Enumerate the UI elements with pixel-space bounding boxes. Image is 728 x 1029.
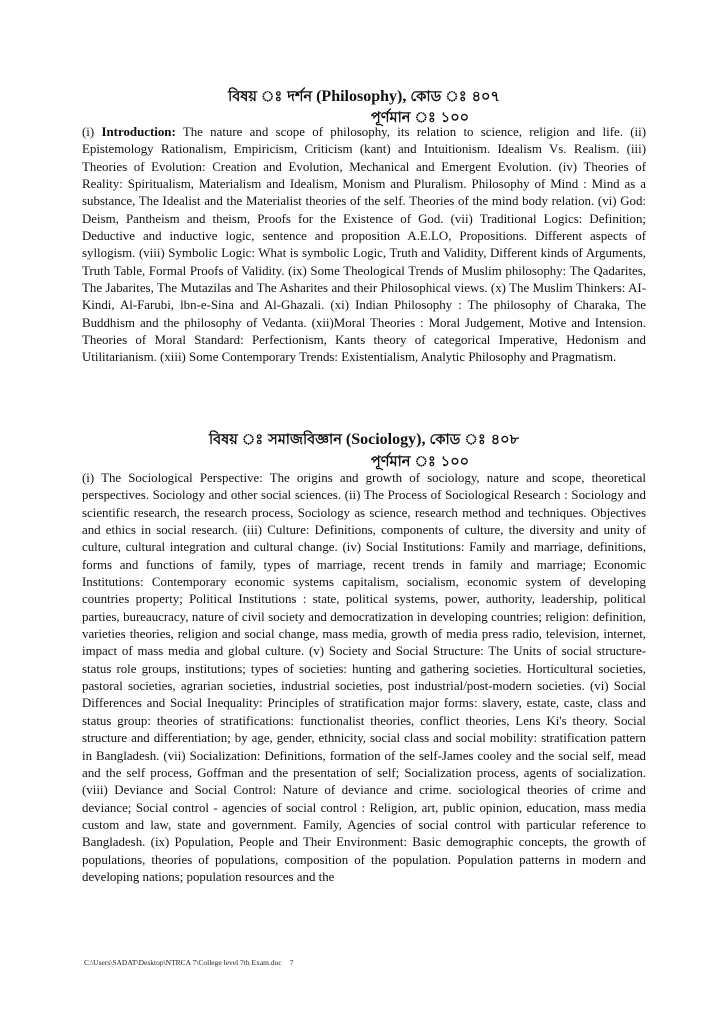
sociology-code: কোড ঃ ৪০৮ <box>429 432 519 448</box>
philosophy-title-en: (Philosophy), <box>316 88 407 105</box>
sociology-syllabus: (i) The Sociological Perspective: The origins and growth of sociology, nature and scope, theoretical perspectives. Sociology and other social sciences. (ii) The Process of Sociological Research : Sociology and scientific research, the research process, Sociology as science, research method and techniques. Objectives and ethics in social research. (iii) Culture: Definitions, components of culture, the diversity and unity of culture, cultural integration and cultural change. (iv) Social Institutions: Family and marriage, definitions, forms and functions of family, types of marriage, recent trends in family and marriage; Economic Institutions: Contemporary economic systems capitalism, socialism, economic system of developing countries property; Political Institutions : state, political systems, power, authority, leadership, political parties, bureaucracy, nature of civil society and democratization in developing countries; religion: definition, varieties theories, religion and social change, mass media, growth of media press radio, television, internet, impact of mass media and global culture. (v) Society and Social Structure: The Units of social structure-status role groups, institutions; types of societies: hunting and gathering societies. Horticultural societies, pastoral societies, agrarian societies, industrial societies, post industrial/post-modern societies. (vi) Social Differences and Social Inequality: Principles of stratification major forms: slavery, estate, caste, class and status group: theories of stratifications: functionalist theories, conflict theories, Lens Ki's theory. Social structure and differentiation; by age, gender, ethnicity, social class and social mobility: stratification pattern in Bangladesh. (vii) Socialization: Definitions, formation of the self-James cooley and the social self, mead and the self process, Goffman and the presentation of self; Socialization process, agents of socialization. (viii) Deviance and Social Control: Nature of deviance and crime. sociological theories of crime and deviance; Social control - agencies of social control : Religion, art, public opinion, education, mass media custom and law, state and government. Family, Agencies of social control with particular reference to Bangladesh. (ix) Population, People and Their Environment: Basic demographic concepts, the growth of populations, theories of populations, composition of the population. Population patterns in modern and developing nations; population resources and the <box>82 471 646 884</box>
philosophy-syllabus-start: (i) <box>82 125 95 139</box>
philosophy-title-bn: বিষয় ঃ দর্শন <box>228 89 313 105</box>
philosophy-title <box>0 86 728 108</box>
philosophy-syllabus-text: The nature and scope of philosophy, its relation to science, religion and life. (ii) Epistemology Rationalism, Empiricism, Criticism (kant) and Intuitionism. Idealism Vs. Realism. (iii) Theories of Evolution: Creation and Evolution, Mechanical and Emergent Evolution. (iv) Theories of Reality: Spiritualism, Materialism and Idealism, Monism and Pluralism. Philosophy of Mind : Mind as a substance, The Idealist and the Materialist theories of the self. Theories of the mind body relation. (vi) God: Deism, Pantheism and theism, Proofs for the Existence of God. (vii) Traditional Logics: Definition; Deductive and inductive logic, sentence and proposition A.E.LO, Propositions. Different aspects of syllogism. (viii) Symbolic Logic: What is symbolic Logic, Truth and Validity, Different kinds of Arguments, Truth Table, Formal Proofs of Validity. (ix) Some Theological Trends of Muslim philosophy: The Qadarites, The Jabarites, The Mutazilas and The Asharites and their Philosophical views. (x) The Muslim Thinkers: AI-Kindi, Al-Farubi, lbn-e-Sina and Al-Ghazali. (xi) Indian Philosophy : The philosophy of Charaka, The Buddhism and the philosophy of Vedanta. (xii)Moral Theories : Moral Judgement, Motive and Intension. Theories of Moral Standard: Perfectionism, Kants theory of categorical Imperative, Hedonism and Utilitarianism. (xiii) Some Contemporary Trends: Existentialism, Analytic Philosophy and Pragmatism. <box>82 125 646 365</box>
sociology-title <box>0 429 728 451</box>
sociology-title-en: (Sociology), <box>345 431 426 448</box>
footer-file-path: C:\Users\SADAT\Desktop\NTRCA 7\College level 7th Exam.doc <box>84 958 282 967</box>
philosophy-syllabus <box>82 124 646 367</box>
sociology-title-bn: বিষয় ঃ সমাজবিজ্ঞান <box>209 432 342 448</box>
philosophy-code: কোড ঃ ৪০৭ <box>410 89 500 105</box>
page-footer <box>84 958 293 968</box>
footer-page-number: 7 <box>289 958 294 967</box>
sociology-marks-text: পূর্ণমান ঃ ১০০ <box>370 454 470 470</box>
philosophy-intro-label: Introduction: <box>101 125 176 139</box>
philosophy-marks-text: পূর্ণমান ঃ ১০০ <box>370 110 470 126</box>
